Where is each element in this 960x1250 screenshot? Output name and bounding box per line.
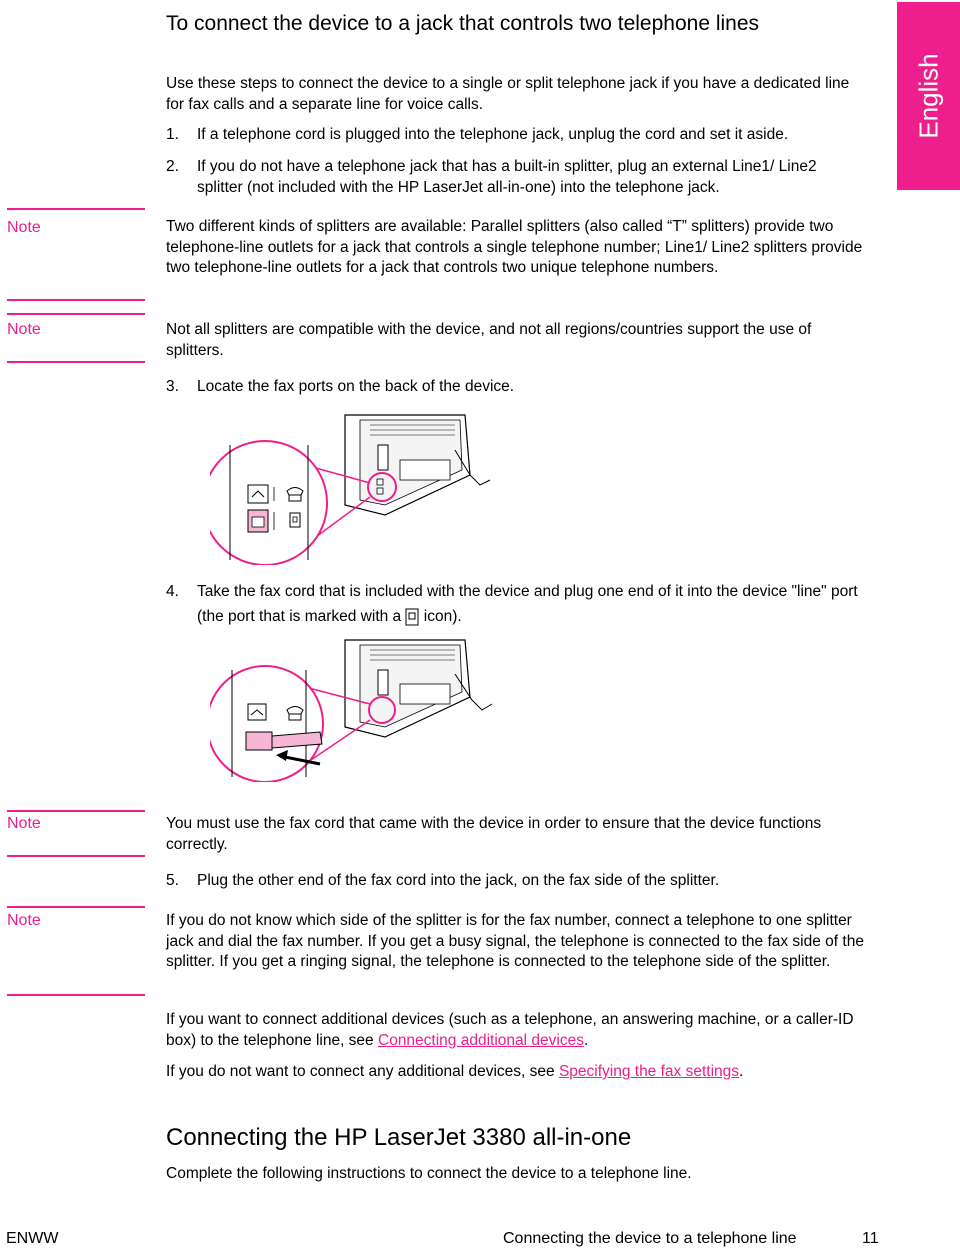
fax-ports-illustration <box>210 405 500 565</box>
step-3 <box>166 377 866 398</box>
section-intro: Complete the following instructions to connect the device to a telephone line. <box>166 1165 692 1182</box>
paragraph-text: If you do not want to connect any additional devices, see <box>166 1063 555 1080</box>
connecting-additional-devices-link[interactable]: Connecting additional devices <box>378 1031 584 1049</box>
step-text: Locate the fax ports on the back of the device. <box>197 378 515 395</box>
step-number: 5. <box>166 872 179 889</box>
step-5 <box>166 871 866 892</box>
footer-left: ENWW <box>6 1230 59 1247</box>
note-rule-top <box>7 313 145 315</box>
step-text: Plug the other end of the fax cord into the jack, on the fax side of the splitter. <box>197 872 720 889</box>
page-number: 11 <box>862 1230 879 1247</box>
paragraph-text: If you want to connect additional devices (such as a telephone, an answering machine, or a caller-ID box) to the telephone line, see <box>166 1011 854 1049</box>
step-text: Take the fax cord that is included with the device and plug one end of it into the device "line" port (the port that is marked with a <box>197 583 858 625</box>
note-text: Not all splitters are compatible with the device, and not all regions/countries support the use of splitters. <box>166 321 812 359</box>
note-text: If you do not know which side of the splitter is for the fax number, connect a telephone to one splitter jack and dial the fax number. If you get a busy signal, the telephone is connected to the fax side of the splitter. If you get a ringing signal, the telephone is connected to the telephone side of the splitter. <box>166 912 864 970</box>
note-text: Two different kinds of splitters are available: Parallel splitters (also called “T” splitters) provide two telephone-line outlets for a jack that controls a single telephone number; Line1/ Line2 splitters provide two telephone-line outlets for a jack that controls two unique telephone numbers. <box>166 218 863 276</box>
specifying-fax-settings-link[interactable]: Specifying the fax settings <box>558 1063 740 1080</box>
language-tab <box>897 2 960 190</box>
note-rule-top <box>7 810 145 812</box>
note-label: Note <box>7 815 41 832</box>
step-text: If a telephone cord is plugged into the telephone jack, unplug the cord and set it aside. <box>197 126 789 143</box>
language-tab-label: English <box>913 53 943 139</box>
intro-paragraph: Use these steps to connect the device to a single or split telephone jack if you have a dedicated line for fax calls and a separate line for voice calls. <box>166 75 850 113</box>
additional-devices-paragraph <box>166 1010 866 1051</box>
note-rule-bottom <box>7 994 145 996</box>
step-text-end: icon). <box>423 608 462 625</box>
step-number: 4. <box>166 583 179 600</box>
plug-fax-cord-illustration <box>210 632 500 782</box>
step-4 <box>166 579 866 629</box>
step-2 <box>166 157 866 198</box>
note-rule-bottom <box>7 361 145 363</box>
step-number: 1. <box>166 126 179 143</box>
note-label: Note <box>7 321 41 338</box>
note-label: Note <box>7 219 41 236</box>
note-rule-top <box>7 208 145 210</box>
step-number: 2. <box>166 158 179 175</box>
step-number: 3. <box>166 378 179 395</box>
step-text: If you do not have a telephone jack that has a built-in splitter, plug an external Line1/ Line2 splitter (not included with the HP LaserJet all-in-one) into the telephone jack. <box>197 158 817 196</box>
section-heading: Connecting the HP LaserJet 3380 all-in-one <box>166 1124 632 1151</box>
note-text: You must use the fax cord that came with the device in order to ensure that the device functions correctly. <box>166 815 822 853</box>
paragraph-end: . <box>583 1031 589 1049</box>
no-additional-devices-paragraph <box>166 1062 866 1083</box>
page-title: To connect the device to a jack that controls two telephone lines <box>166 12 760 35</box>
note-rule-top <box>7 906 145 908</box>
paragraph-end: . <box>739 1063 744 1080</box>
step-1 <box>166 125 866 146</box>
footer-center: Connecting the device to a telephone line <box>503 1230 797 1247</box>
line-port-icon <box>405 608 419 626</box>
note-label: Note <box>7 912 41 929</box>
note-rule-bottom <box>7 299 145 301</box>
note-rule-bottom <box>7 855 145 857</box>
